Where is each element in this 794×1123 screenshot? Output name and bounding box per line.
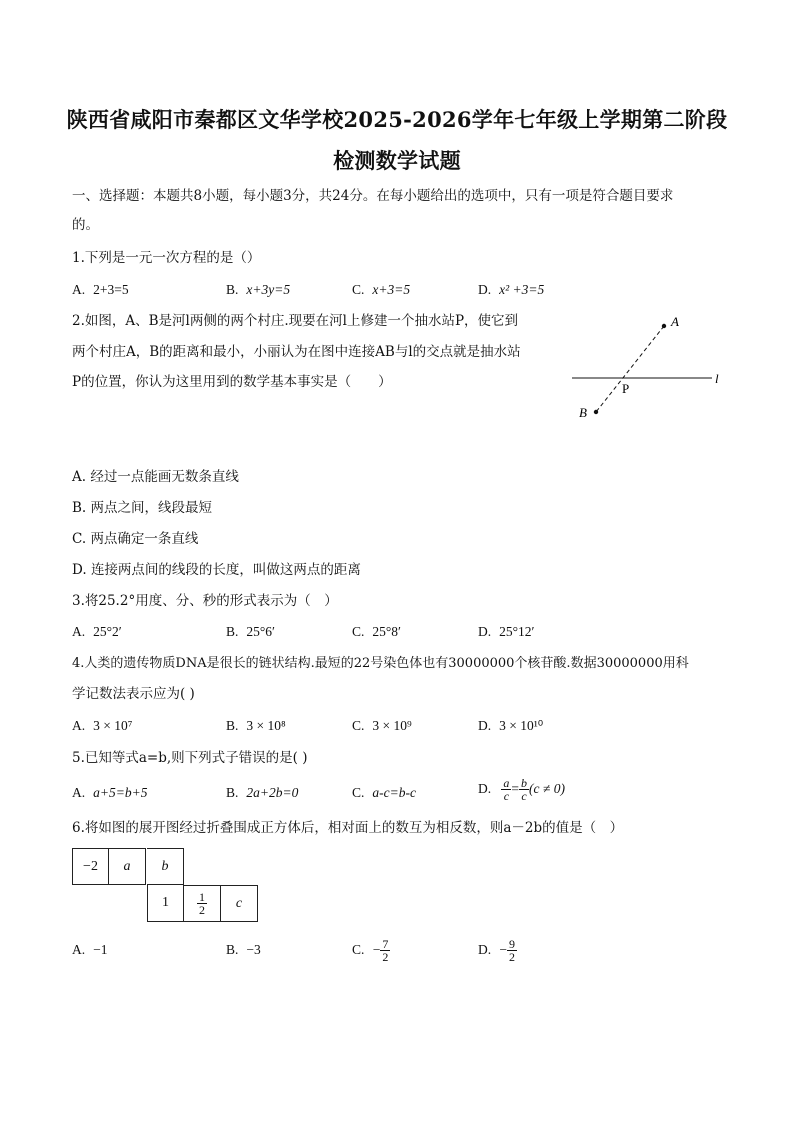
- q5-option-a[interactable]: A. a+5=b+5: [72, 785, 148, 800]
- q2-option-b[interactable]: B. 两点之间，线段最短: [72, 500, 213, 516]
- q1-option-a[interactable]: A. 2+3=5: [72, 282, 129, 297]
- question-5-options: [72, 776, 732, 805]
- q5-option-c[interactable]: C. a-c=b-c: [352, 785, 416, 800]
- exam-title-line-1: 陕西省咸阳市秦都区文华学校2025-2026学年七年级上学期第二阶段: [66, 107, 728, 132]
- net-cell-b: b: [147, 848, 184, 885]
- q4-option-c[interactable]: C. 3 × 10⁹: [352, 718, 412, 733]
- cube-net-figure: [72, 848, 262, 924]
- question-4-stem-line-1: 4.人类的遗传物质DNA是很长的链状结构.最短的22号染色体也有30000000个核苷酸.数据30000000用科: [72, 656, 689, 671]
- point-a-dot: [662, 324, 666, 328]
- point-b-dot: [594, 410, 598, 414]
- question-6-options: [72, 937, 732, 964]
- q6-option-d[interactable]: D. − $\frac{9}{2}$: [478, 937, 516, 964]
- question-3-stem: 3.将25.2°用度、分、秒的形式表示为（ ）: [72, 593, 338, 609]
- q1-option-b[interactable]: B. x+3y=5: [226, 282, 291, 297]
- q4-option-a[interactable]: A. 3 × 10⁷: [72, 718, 133, 733]
- question-1-options: [72, 280, 732, 302]
- q6-c-fraction: $\frac{7}{2}$: [382, 937, 389, 964]
- q2-option-d[interactable]: D. 连接两点间的线段的长度，叫做这两点的距离: [72, 562, 361, 578]
- q6-option-b[interactable]: B. −3: [226, 942, 261, 957]
- q5-d-fraction-left: $\frac{a}{c}$: [503, 776, 510, 803]
- q2-river-figure: [560, 305, 730, 425]
- q1-option-c[interactable]: C. x+3=5: [352, 282, 411, 297]
- question-6-stem: 6.将如图的展开图经过折叠围成正方体后，相对面上的数互为相反数，则a－2b的值是（ ）: [72, 820, 624, 836]
- label-b: B: [579, 405, 587, 420]
- q1-option-d[interactable]: D. x² +3=5: [478, 282, 545, 297]
- q5-option-b[interactable]: B. 2a+2b=0: [226, 785, 299, 800]
- question-2-stem-line-2: 两个村庄A，B的距离和最小，小丽认为在图中连接AB与l的交点就是抽水站: [72, 344, 521, 360]
- question-4-stem-line-2: 学记数法表示应为( ): [72, 686, 195, 702]
- q3-option-c[interactable]: C. 25°8′: [352, 624, 401, 639]
- q3-option-a[interactable]: A. 25°2′: [72, 624, 122, 639]
- exam-title-line-2: 检测数学试题: [333, 148, 461, 173]
- question-3-options: [72, 622, 732, 644]
- segment-ab-dashed: [596, 326, 664, 412]
- q5-d-fraction-right: $\frac{b}{c}$: [521, 776, 528, 803]
- label-p: P: [622, 381, 630, 396]
- section-1-instructions: 一、选择题：本题共8小题，每小题3分，共24分。在每小题给出的选项中，只有一项是符合题目要求: [72, 188, 674, 204]
- question-4-options: [72, 716, 732, 738]
- question-2-stem-line-1: 2.如图，A、B是河l两侧的两个村庄.现要在河l上修建一个抽水站P，使它到: [72, 313, 519, 329]
- q6-option-a[interactable]: A. −1: [72, 942, 108, 957]
- question-2-stem-line-3: P的位置，你认为这里用到的数学基本事实是（ ）: [72, 374, 392, 390]
- label-a: A: [671, 314, 679, 329]
- net-cell-c: c: [221, 885, 258, 922]
- q5-option-d[interactable]: D. $\frac{a}{c}$ = $\frac{b}{c}$ (c ≠ 0): [478, 776, 565, 803]
- label-l: l: [715, 371, 719, 386]
- q4-option-d[interactable]: D. 3 × 10¹⁰: [478, 718, 544, 733]
- q6-option-c[interactable]: C. − $\frac{7}{2}$: [352, 937, 389, 964]
- q3-option-d[interactable]: D. 25°12′: [478, 624, 535, 639]
- net-cell-a: a: [109, 848, 146, 885]
- question-1-stem: 1.下列是一元一次方程的是（）: [72, 250, 261, 266]
- net-cell-half: $\frac{1}{2}$: [184, 885, 221, 922]
- q2-option-c[interactable]: C. 两点确定一条直线: [72, 531, 199, 547]
- q4-option-b[interactable]: B. 3 × 10⁸: [226, 718, 286, 733]
- question-5-stem: 5.已知等式a=b,则下列式子错误的是( ): [72, 750, 308, 766]
- q2-option-a[interactable]: A. 经过一点能画无数条直线: [72, 469, 239, 485]
- section-1-instructions-cont: 的。: [72, 217, 99, 233]
- q3-option-b[interactable]: B. 25°6′: [226, 624, 275, 639]
- net-cell-1: 1: [147, 885, 184, 922]
- net-cell-neg2: −2: [72, 848, 109, 885]
- q6-d-fraction: $\frac{9}{2}$: [509, 937, 516, 964]
